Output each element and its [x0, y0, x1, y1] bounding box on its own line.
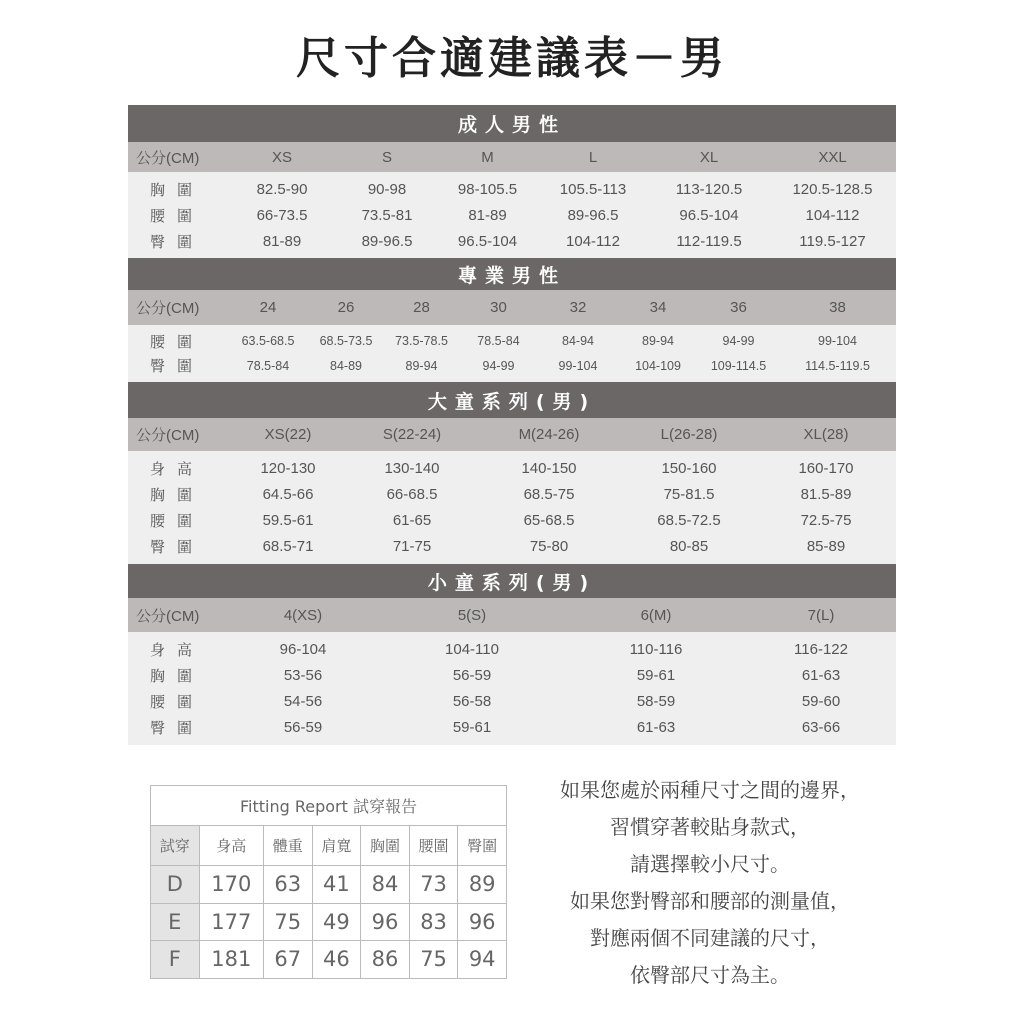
measurement-value: 75-80 — [529, 538, 569, 556]
size-label: 36 — [730, 299, 747, 316]
size-header-row — [128, 290, 896, 325]
measurement-value: 114.5-119.5 — [805, 358, 870, 373]
note-line: 習慣穿著較貼身款式， — [610, 815, 810, 839]
fitting-row — [151, 941, 507, 979]
measurement-value: 104-109 — [635, 358, 681, 373]
size-label: 34 — [649, 299, 667, 316]
measurement-row — [128, 508, 896, 534]
measurement-value: 64.5-66 — [262, 485, 314, 503]
size-label: XS(22) — [264, 426, 312, 443]
measurement-value: 120.5-128.5 — [792, 180, 873, 198]
measurement-value: 82.5-90 — [256, 180, 308, 198]
fitting-title: Fitting Report 試穿報告 — [151, 786, 507, 826]
measurement-value: 89-94 — [405, 358, 438, 373]
measurement-value: 140-150 — [521, 459, 577, 477]
size-label: 7(L) — [807, 606, 835, 624]
measurement-value: 110-116 — [629, 640, 683, 658]
professional-men-section — [128, 258, 896, 382]
measurement-value: 113-120.5 — [675, 180, 743, 198]
size-header-row — [128, 418, 896, 451]
fitting-cell: 94 — [458, 941, 507, 979]
fitting-cell: 96 — [458, 903, 507, 941]
measurement-value: 150-160 — [661, 459, 717, 477]
size-label: XXL — [818, 148, 847, 166]
fitting-header: 臀圍 — [458, 826, 507, 866]
size-label: 26 — [337, 299, 355, 316]
note-line: 請選擇較小尺寸。 — [630, 852, 790, 876]
size-advice-note — [520, 772, 900, 994]
size-label: 24 — [259, 299, 277, 316]
measurement-value: 56-59 — [452, 666, 492, 684]
section-header: 大童系列(男) — [128, 382, 896, 418]
measurement-value: 73.5-81 — [361, 206, 413, 224]
measurement-value: 81-89 — [262, 232, 302, 250]
measurement-row — [128, 455, 896, 481]
measurement-row — [128, 689, 896, 715]
size-label: 4(XS) — [283, 606, 323, 624]
measurement-value: 112-119.5 — [676, 232, 742, 250]
fitting-cell: 41 — [312, 866, 361, 904]
measurement-label: 臀圍 — [150, 358, 205, 376]
measurement-row — [128, 534, 896, 560]
measurement-value: 59-60 — [801, 693, 841, 711]
measurement-value: 59-61 — [452, 719, 492, 737]
measurement-value: 94-99 — [482, 358, 515, 373]
fitting-cell: 63 — [263, 866, 312, 904]
fitting-cell: E — [151, 903, 200, 941]
section-header: 小童系列(男) — [128, 564, 896, 598]
measurement-value: 71-75 — [392, 538, 432, 556]
measurement-value: 68.5-72.5 — [657, 512, 721, 530]
measurement-value: 68.5-73.5 — [319, 334, 373, 349]
measurement-value: 80-85 — [669, 538, 709, 556]
size-label: XS — [271, 148, 292, 166]
measurement-label: 身高 — [150, 641, 205, 659]
measurement-value: 61-63 — [636, 719, 676, 737]
measurement-body — [128, 451, 896, 564]
measurement-value: 96-104 — [279, 640, 327, 658]
fitting-cell: 177 — [199, 903, 263, 941]
size-label: 30 — [490, 299, 507, 316]
fitting-cell: 67 — [263, 941, 312, 979]
fitting-cell: 46 — [312, 941, 361, 979]
measurement-value: 99-104 — [818, 334, 857, 349]
size-label: L — [588, 148, 598, 166]
measurement-label: 身高 — [150, 460, 205, 478]
measurement-label: 胸圍 — [150, 181, 205, 199]
measurement-value: 53-56 — [283, 666, 323, 684]
size-label: 6(M) — [640, 606, 672, 624]
measurement-value: 104-110 — [445, 640, 499, 658]
size-label: L(26-28) — [660, 426, 718, 443]
measurement-row — [128, 329, 896, 354]
measurement-row — [128, 662, 896, 688]
measurement-value: 65-68.5 — [523, 512, 575, 530]
measurement-value: 81.5-89 — [800, 485, 852, 503]
size-label: M — [481, 148, 494, 166]
measurement-value: 73.5-78.5 — [395, 334, 448, 349]
size-label: XL(28) — [803, 426, 849, 443]
measurement-value: 66-68.5 — [386, 485, 438, 503]
fitting-row — [151, 903, 507, 941]
measurement-value: 104-112 — [805, 206, 860, 224]
note-line: 如果您對臀部和腰部的測量值， — [570, 889, 850, 913]
small-kids-section — [128, 564, 896, 745]
note-line: 對應兩個不同建議的尺寸， — [590, 926, 830, 950]
measurement-value: 89-96.5 — [361, 232, 413, 250]
fitting-header: 試穿 — [151, 826, 200, 866]
unit-label: 公分(CM) — [136, 149, 200, 167]
fitting-header: 腰圍 — [409, 826, 458, 866]
measurement-row — [128, 354, 896, 379]
measurement-row — [128, 715, 896, 741]
fitting-cell: D — [151, 866, 200, 904]
measurement-value: 116-122 — [794, 640, 848, 658]
measurement-value: 78.5-84 — [246, 358, 290, 373]
measurement-value: 89-96.5 — [567, 206, 619, 224]
adult-men-section — [128, 105, 896, 258]
measurement-body — [128, 325, 896, 382]
size-label: M(24-26) — [518, 426, 580, 443]
section-header: 專業男性 — [128, 258, 896, 290]
measurement-value: 56-58 — [452, 693, 492, 711]
measurement-label: 腰圍 — [150, 513, 205, 531]
measurement-value: 61-65 — [392, 512, 432, 530]
fitting-header: 體重 — [263, 826, 312, 866]
fitting-header: 肩寬 — [312, 826, 361, 866]
measurement-value: 99-104 — [558, 358, 598, 373]
fitting-title-row — [151, 786, 507, 826]
measurement-value: 75-81.5 — [663, 485, 715, 503]
note-line: 依臀部尺寸為主。 — [630, 963, 790, 987]
measurement-row — [128, 481, 896, 507]
fitting-cell: 49 — [312, 903, 361, 941]
measurement-value: 90-98 — [367, 180, 407, 198]
measurement-row — [128, 228, 896, 254]
size-label: 28 — [413, 299, 430, 316]
fitting-cell: 96 — [361, 903, 410, 941]
measurement-value: 66-73.5 — [256, 206, 308, 224]
measurement-value: 89-94 — [642, 334, 674, 349]
size-header-row — [128, 598, 896, 632]
fitting-cell: F — [151, 941, 200, 979]
measurement-value: 58-59 — [636, 693, 676, 711]
measurement-value: 54-56 — [283, 693, 323, 711]
measurement-value: 68.5-75 — [523, 485, 575, 503]
measurement-value: 98-105.5 — [457, 180, 518, 198]
size-label: S(22-24) — [382, 426, 442, 443]
measurement-body — [128, 172, 896, 258]
measurement-row — [128, 636, 896, 662]
measurement-value: 68.5-71 — [262, 538, 314, 556]
measurement-body — [128, 632, 896, 745]
section-header: 成人男性 — [128, 105, 896, 142]
size-label: S — [381, 148, 392, 166]
measurement-value: 84-89 — [330, 358, 362, 373]
measurement-label: 腰圍 — [150, 333, 205, 351]
measurement-value: 109-114.5 — [710, 358, 767, 373]
unit-label: 公分(CM) — [136, 607, 200, 625]
measurement-value: 85-89 — [806, 538, 846, 556]
unit-label: 公分(CM) — [136, 300, 200, 317]
fitting-cell: 170 — [199, 866, 263, 904]
size-header-row — [128, 142, 896, 172]
big-kids-section — [128, 382, 896, 564]
measurement-value: 119.5-127 — [799, 232, 866, 250]
note-line: 如果您處於兩種尺寸之間的邊界， — [560, 778, 860, 802]
measurement-value: 96.5-104 — [457, 232, 518, 250]
measurement-value: 59-61 — [636, 666, 676, 684]
measurement-value: 78.5-84 — [477, 334, 520, 349]
fitting-row — [151, 866, 507, 904]
measurement-value: 160-170 — [798, 459, 854, 477]
measurement-value: 63.5-68.5 — [241, 334, 295, 349]
measurement-value: 61-63 — [801, 666, 841, 684]
fitting-cell: 181 — [199, 941, 263, 979]
size-label: 5(S) — [457, 606, 487, 624]
measurement-value: 72.5-75 — [800, 512, 852, 530]
fitting-header: 胸圍 — [361, 826, 410, 866]
fitting-report-table — [150, 785, 507, 979]
measurement-row — [128, 202, 896, 228]
fitting-cell: 75 — [409, 941, 458, 979]
measurement-value: 120-130 — [260, 459, 316, 477]
size-label: 38 — [829, 299, 846, 316]
fitting-header: 身高 — [199, 826, 263, 866]
fitting-cell: 73 — [409, 866, 458, 904]
size-label: XL — [699, 148, 719, 166]
measurement-value: 96.5-104 — [679, 206, 739, 224]
measurement-value: 59.5-61 — [262, 512, 314, 530]
measurement-label: 臀圍 — [150, 720, 205, 738]
measurement-value: 130-140 — [384, 459, 440, 477]
page-title: 尺寸合適建議表－男 — [296, 33, 728, 84]
measurement-value: 84-94 — [562, 334, 594, 349]
size-label: 32 — [569, 299, 587, 316]
measurement-label: 胸圍 — [150, 667, 205, 685]
unit-label: 公分(CM) — [136, 427, 200, 444]
measurement-value: 94-99 — [722, 334, 755, 349]
measurement-value: 56-59 — [283, 719, 323, 737]
measurement-label: 腰圍 — [150, 207, 205, 225]
fitting-cell: 83 — [409, 903, 458, 941]
measurement-value: 81-89 — [468, 206, 507, 224]
measurement-row — [128, 176, 896, 202]
measurement-label: 腰圍 — [150, 694, 205, 712]
measurement-value: 105.5-113 — [559, 180, 627, 198]
measurement-label: 胸圍 — [150, 486, 205, 504]
measurement-value: 63-66 — [801, 719, 841, 737]
measurement-label: 臀圍 — [150, 233, 205, 251]
measurement-label: 臀圍 — [150, 539, 205, 557]
fitting-header-row — [151, 826, 507, 866]
fitting-cell: 75 — [263, 903, 312, 941]
fitting-cell: 89 — [458, 866, 507, 904]
measurement-value: 104-112 — [566, 232, 620, 250]
fitting-cell: 84 — [361, 866, 410, 904]
fitting-cell: 86 — [361, 941, 410, 979]
